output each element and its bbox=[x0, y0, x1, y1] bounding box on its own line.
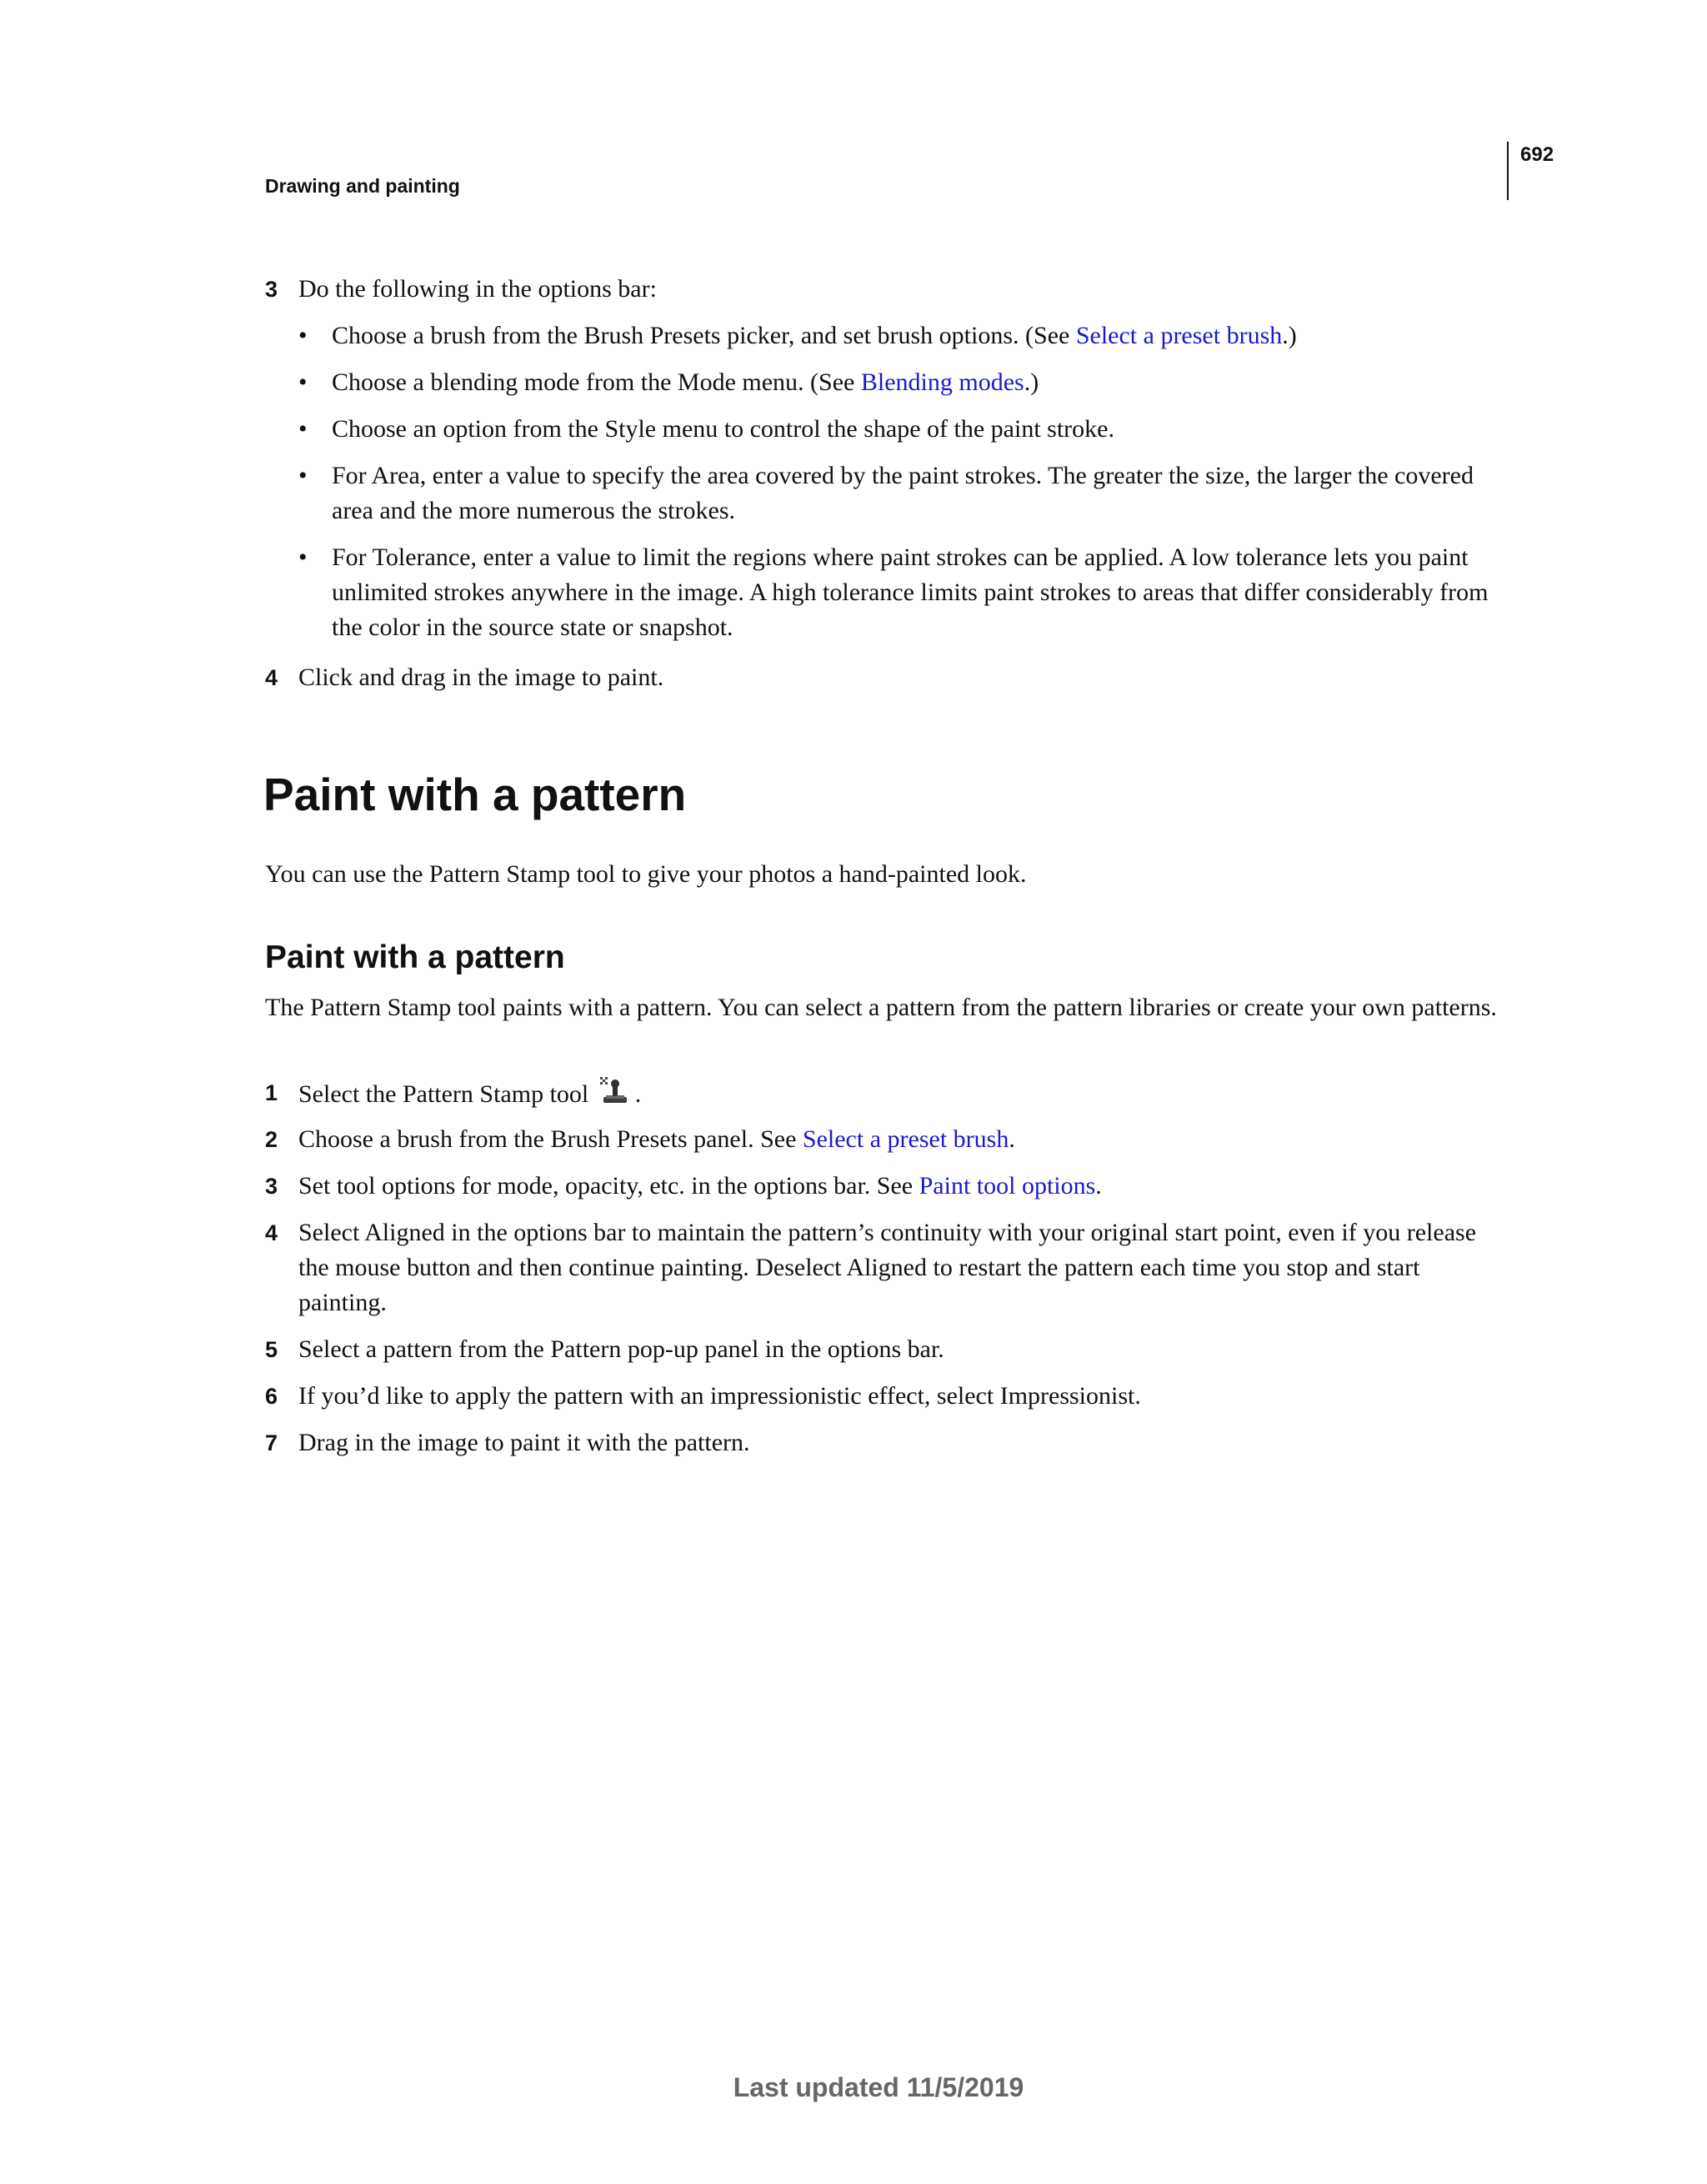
step-number: 6 bbox=[265, 1384, 278, 1409]
pattern-step-5 bbox=[265, 1332, 1507, 1367]
bullet-style-menu bbox=[298, 412, 1507, 447]
bullet-text: For Tolerance, enter a value to limit the regions where paint strokes can be applied. A low tolerance lets you paint unlimited strokes anywhere in the image. A high tolerance limits paint strokes to areas that differ considerably from the color in the source state or snapshot. bbox=[332, 543, 1489, 641]
bullet-dot: • bbox=[298, 322, 308, 349]
step-text: Drag in the image to paint it with the pattern. bbox=[298, 1429, 750, 1456]
step-number: 7 bbox=[265, 1430, 278, 1455]
step-number: 5 bbox=[265, 1337, 278, 1362]
step-text: Select the Pattern Stamp tool . bbox=[298, 1075, 1507, 1112]
step-text: Set tool options for mode, opacity, etc. in the options bar. See Paint tool options. bbox=[298, 1172, 1102, 1200]
link-paint-tool-options[interactable]: Paint tool options bbox=[919, 1172, 1096, 1200]
header-rule bbox=[1507, 142, 1509, 200]
pattern-step-1 bbox=[265, 1075, 1507, 1112]
pattern-step-2 bbox=[265, 1122, 1507, 1157]
bullet-area bbox=[298, 458, 1507, 528]
section-intro: You can use the Pattern Stamp tool to give your photos a hand-painted look. bbox=[265, 860, 1027, 888]
bullet-dot: • bbox=[298, 543, 308, 571]
step-text: Choose a brush from the Brush Presets panel. See Select a preset brush. bbox=[298, 1125, 1015, 1153]
footer-last-updated: Last updated 11/5/2019 bbox=[733, 2072, 1024, 2102]
step-text: Select Aligned in the options bar to maintain the pattern’s continuity with your original start point, even if you release the mouse button and then continue painting. Deselect Aligned to restart the pattern each time you stop and start painting. bbox=[298, 1219, 1477, 1316]
step-3 bbox=[265, 272, 1507, 307]
pattern-step-4 bbox=[265, 1215, 1507, 1320]
bullet-text: Choose an option from the Style menu to control the shape of the paint stroke. bbox=[332, 415, 1114, 443]
step-number: 4 bbox=[265, 665, 278, 690]
link-select-preset-brush[interactable]: Select a preset brush bbox=[1075, 322, 1283, 349]
bullet-text: For Area, enter a value to specify the area covered by the paint strokes. The greater the size, the larger the covered area and the more numerous the strokes. bbox=[332, 462, 1474, 524]
bullet-tolerance bbox=[298, 540, 1507, 645]
running-head: Drawing and painting bbox=[265, 175, 460, 197]
step-number: 3 bbox=[265, 277, 278, 302]
step-text: Click and drag in the image to paint. bbox=[298, 664, 664, 691]
step-text: Do the following in the options bar: bbox=[298, 275, 657, 303]
pattern-step-6 bbox=[265, 1379, 1507, 1414]
subsection-heading: Paint with a pattern bbox=[265, 939, 565, 975]
link-select-preset-brush[interactable]: Select a preset brush bbox=[802, 1125, 1009, 1153]
step-number: 1 bbox=[265, 1080, 278, 1105]
step-number: 3 bbox=[265, 1174, 278, 1199]
link-blending-modes[interactable]: Blending modes bbox=[860, 368, 1024, 396]
bullet-dot: • bbox=[298, 368, 308, 396]
bullet-blending-mode bbox=[298, 365, 1507, 400]
step-4 bbox=[265, 660, 1507, 695]
page-number: 692 bbox=[1520, 143, 1554, 166]
section-heading: Paint with a pattern bbox=[263, 769, 687, 820]
pattern-step-7 bbox=[265, 1425, 1507, 1460]
bullet-text: Choose a blending mode from the Mode menu. (See Blending modes.) bbox=[332, 368, 1039, 396]
bullet-brush-presets bbox=[298, 318, 1507, 353]
step-number: 2 bbox=[265, 1127, 278, 1152]
bullet-dot: • bbox=[298, 415, 308, 443]
subsection-description: The Pattern Stamp tool paints with a pattern. You can select a pattern from the pattern libraries or create your own patterns. bbox=[265, 994, 1497, 1021]
bullet-dot: • bbox=[298, 462, 308, 489]
step-number: 4 bbox=[265, 1220, 278, 1245]
bullet-text: Choose a brush from the Brush Presets picker, and set brush options. (See Select a preset brush.) bbox=[332, 322, 1297, 349]
pattern-step-3 bbox=[265, 1169, 1507, 1204]
pattern-stamp-tool-icon bbox=[598, 1075, 632, 1109]
step-text: Select a pattern from the Pattern pop-up panel in the options bar. bbox=[298, 1335, 944, 1363]
step-text: If you’d like to apply the pattern with an impressionistic effect, select Impressionist. bbox=[298, 1382, 1141, 1410]
